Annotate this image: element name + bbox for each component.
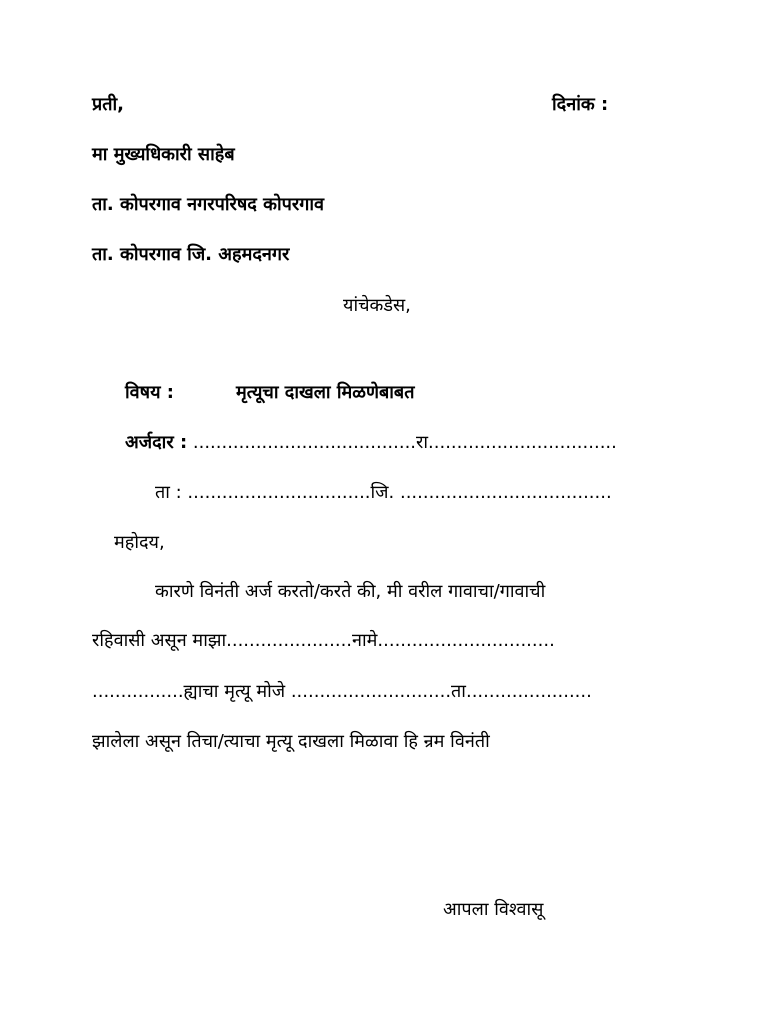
addressee-via: यांचेकडेस,	[343, 295, 411, 316]
subject-label: विषय :	[125, 382, 174, 403]
addressee-location: ता. कोपरगाव जि. अहमदनगर	[92, 244, 290, 265]
addressee-office: ता. कोपरगाव नगरपरिषद कोपरगाव	[92, 194, 325, 215]
closing-signature: आपला विश्वासू	[443, 899, 544, 920]
body-paragraph-line-1: कारणे विनंती अर्ज करतो/करते की, मी वरील गावाचा/गावाची	[155, 581, 546, 602]
applicant-name-blank: .......................................रा.................................	[187, 432, 617, 453]
body-paragraph-line-2: रहिवासी असून माझा......................नामे...............................	[92, 630, 555, 651]
addressee-title: मा मुख्यधिकारी साहेब	[92, 144, 235, 165]
applicant-taluka-line: ता : ................................जि. .....................................	[155, 482, 612, 503]
applicant-label: अर्जदार :	[125, 432, 188, 453]
date-label: दिनांक :	[552, 94, 609, 115]
body-paragraph-line-3: ................ह्याचा मृत्यू मोजे ............................ता......................	[92, 681, 592, 702]
subject-text: मृत्यूचा दाखला मिळणेबाबत	[236, 382, 415, 403]
to-label: प्रती,	[92, 94, 125, 115]
salutation: महोदय,	[114, 532, 165, 553]
body-paragraph-line-4: झालेला असून तिचा/त्याचा मृत्यू दाखला मिळावा हि न्रम विनंती	[92, 731, 490, 752]
applicant-line	[125, 434, 617, 452]
